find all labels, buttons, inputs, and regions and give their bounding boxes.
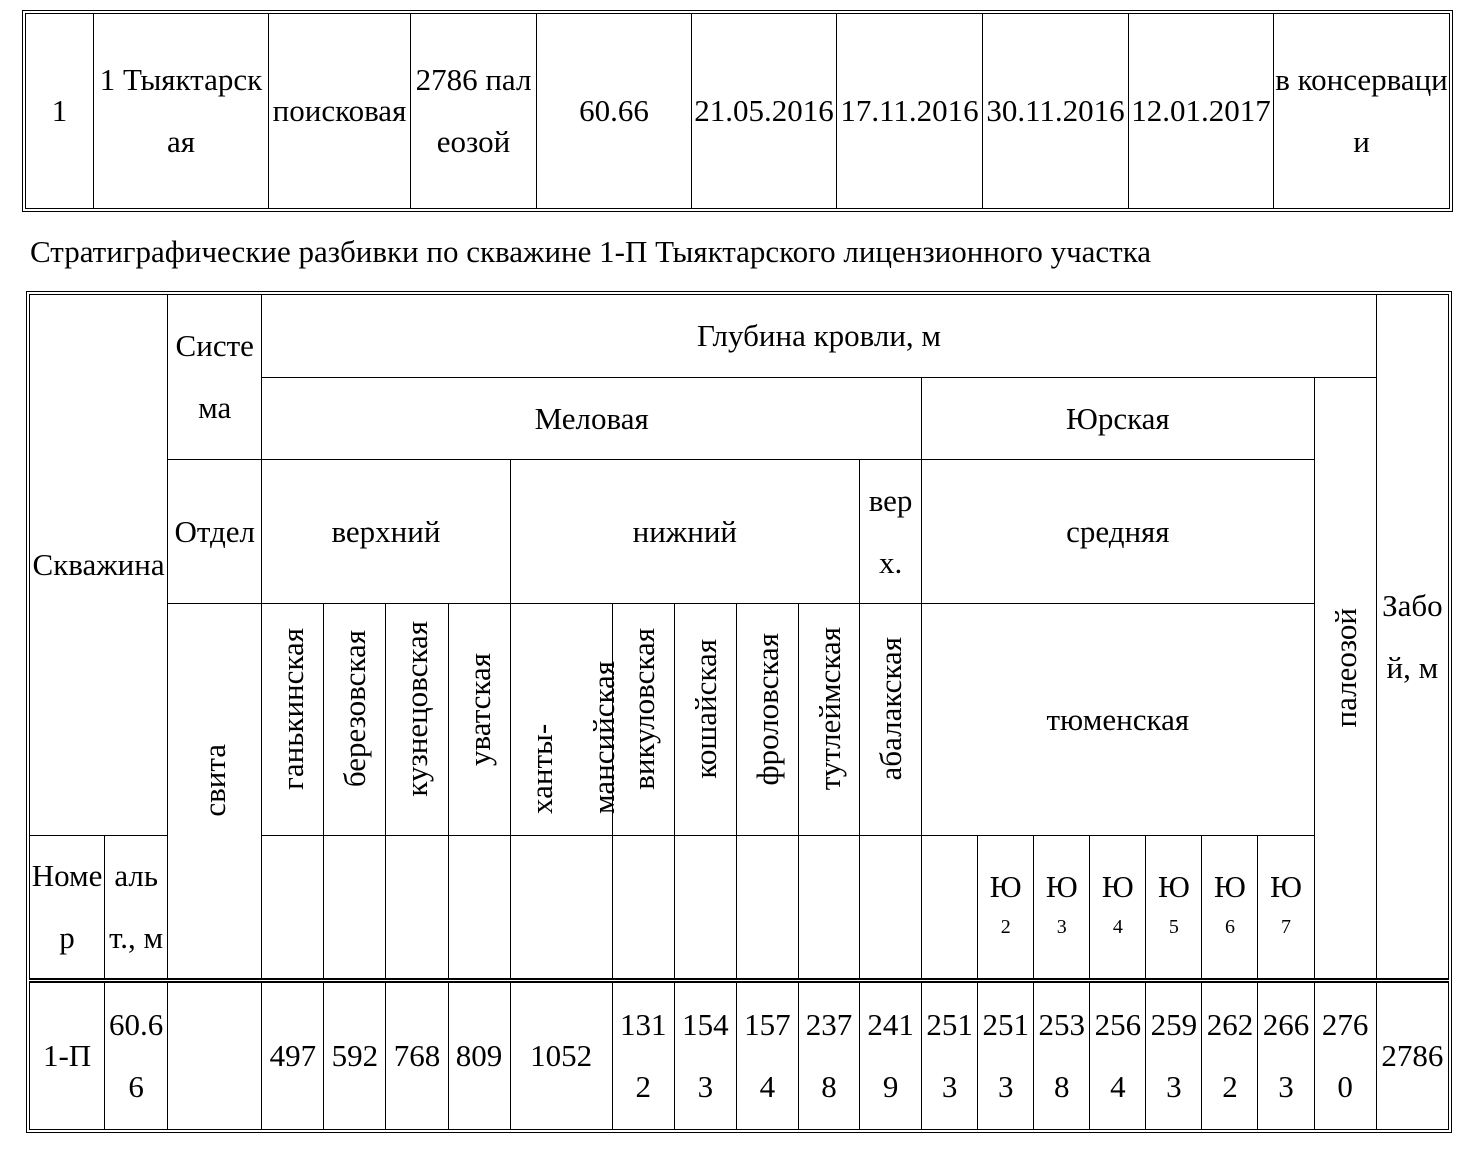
jurassic-header: Юрская [922,378,1314,460]
layer-u6: Ю 6 [1202,836,1258,981]
paleozoic-header: палеозой [1314,378,1376,981]
alt-header: альт., м [105,836,168,981]
data-value-17: 2760 [1314,981,1376,1130]
layer-header-4 [510,836,612,981]
layer-header-1 [324,836,386,981]
suite-name-4: ханты-мансийская [510,604,612,836]
well-type-cell: поисковая [269,14,411,209]
series-header: Отдел [168,460,262,604]
layer-u5: Ю 5 [1146,836,1202,981]
well-summary-table [25,13,1450,209]
layer-u3: Ю 3 [1034,836,1090,981]
suite-name-0: ганькинская [262,604,324,836]
suite-name-6: кошайская [674,604,736,836]
layer-header-2 [386,836,448,981]
data-value-3: 809 [448,981,510,1130]
layer-header-6 [674,836,736,981]
cretaceous-header: Меловая [262,378,922,460]
layer-u7: Ю 7 [1258,836,1314,981]
layer-header-5 [612,836,674,981]
data-value-1: 592 [324,981,386,1130]
upper-short-header: верх. [860,460,922,604]
well-date3-cell: 30.11.2016 [983,14,1129,209]
layer-header-0 [262,836,324,981]
data-value-18: 2786 [1376,981,1448,1130]
suite-name-10: тюменская [922,604,1314,836]
data-number: 1-П [30,981,105,1130]
well-date4-cell: 12.01.2017 [1129,14,1274,209]
data-value-9: 2419 [860,981,922,1130]
data-value-15: 2622 [1202,981,1258,1130]
data-value-14: 2593 [1146,981,1202,1130]
data-value-12: 2538 [1034,981,1090,1130]
suite-name-1: березовская [324,604,386,836]
data-value-13: 2564 [1090,981,1146,1130]
layer-header-9 [860,836,922,981]
system-header: Система [168,295,262,460]
suite-name-3: уватская [448,604,510,836]
table-caption: Стратиграфические разбивки по скважине 1-П Тыяктарского лицензионного участка [30,234,1152,269]
well-name-cell: 1 Тыяктарская [94,14,269,209]
layer-header-10 [922,836,978,981]
data-value-10: 2513 [922,981,978,1130]
data-value-16: 2663 [1258,981,1314,1130]
data-layer [168,981,262,1130]
suite-name-2: кузнецовская [386,604,448,836]
middle-header: средняя [922,460,1314,604]
data-value-2: 768 [386,981,448,1130]
layer-u2: Ю 2 [978,836,1034,981]
layer-header-3 [448,836,510,981]
table-row [30,981,1449,1130]
data-value-7: 1574 [736,981,798,1130]
stratigraphy-table [29,294,1449,1130]
upper-header: верхний [262,460,510,604]
depth-title: Глубина кровли, м [262,295,1376,378]
well-alt-cell: 60.66 [537,14,692,209]
layer-header-8 [798,836,859,981]
well-summary-row [26,14,1450,209]
well-num-cell: 1 [26,14,94,209]
data-value-11: 2513 [978,981,1034,1130]
data-value-6: 1543 [674,981,736,1130]
well-date2-cell: 17.11.2016 [837,14,983,209]
header-row-3 [30,460,1449,604]
well-header: Скважина [30,295,168,836]
data-value-0: 497 [262,981,324,1130]
data-alt: 60.66 [105,981,168,1130]
number-header: Номер [30,836,105,981]
suite-header: свита [168,604,262,981]
header-row-4 [30,604,1449,836]
header-row-1 [30,295,1449,378]
layer-header-7 [736,836,798,981]
well-depth-cell: 2786 палеозой [411,14,537,209]
suite-name-8: тутлеймская [798,604,859,836]
data-value-4: 1052 [510,981,612,1130]
layer-u4: Ю 4 [1090,836,1146,981]
suite-name-9: абалакская [860,604,922,836]
lower-header: нижний [510,460,859,604]
well-date1-cell: 21.05.2016 [692,14,837,209]
suite-name-7: фроловская [736,604,798,836]
data-value-8: 2378 [798,981,859,1130]
well-status-cell: в консервации [1274,14,1450,209]
data-value-5: 1312 [612,981,674,1130]
suite-name-5: викуловская [612,604,674,836]
bottom-header: Забой, м [1376,295,1448,981]
